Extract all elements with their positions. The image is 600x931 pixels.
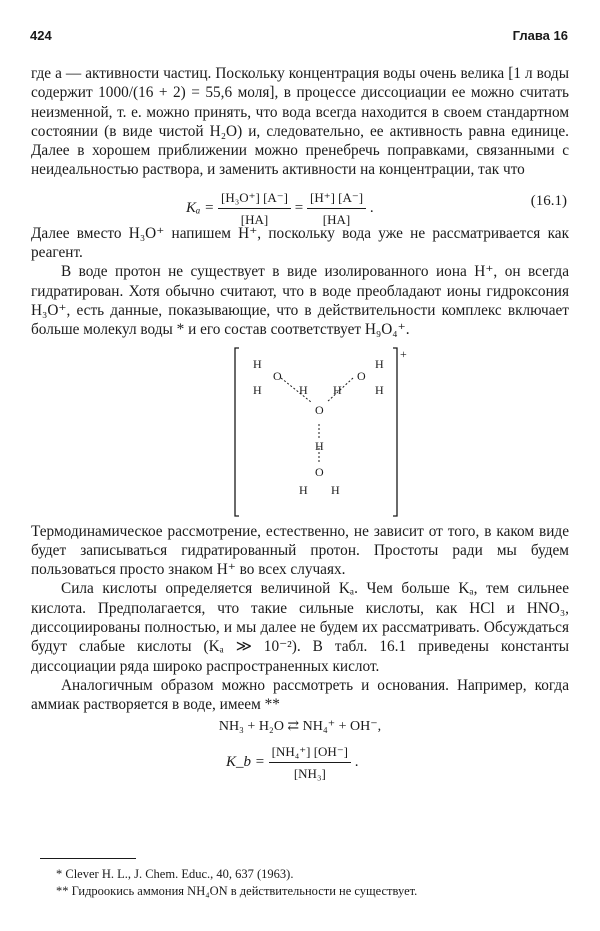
footnotes: [56, 866, 576, 900]
eq-frac2-numerator: [H⁺] [A⁻]: [307, 188, 366, 209]
structure-diagram: [231, 344, 421, 520]
eq-fraction-2: [307, 188, 366, 230]
equation-number: (16.1): [530, 192, 567, 209]
chapter-title: Глава 16: [512, 28, 568, 43]
paragraph-hydrated-proton: В воде протон не существует в виде изолированного иона H⁺, он всегда гидратирован. Хотя обычно считают, что в воде преобладают ионы гидроксония H₃O⁺, есть данные, показывающие, что в действительности комплекс включает больше молекул воды * и его состав соответствует H₉O₄⁺.: [31, 263, 569, 339]
atom-h: H: [299, 382, 308, 397]
page-number: 424: [30, 28, 52, 43]
eq-lhs: Kₐ =: [186, 200, 215, 217]
atom-o: O: [315, 402, 324, 417]
eq-frac1-numerator: [H₃O⁺] [A⁻]: [218, 188, 291, 209]
kb-period: .: [354, 754, 359, 771]
paragraph-activities: где a — активности частиц. Поскольку концентрация воды очень велика [1 л воды содержит 1000/(16 + 2) = 55,6 моля], в процессе диссоциации ее можно считать неизменной, т. е. можно принять, что вода всегда находится в своем стандартном состоянии (в виде чистой H₂O) и, следовательно, ее активность равна единице. Далее в хорошем приближении можно пренебречь поправками, связанными с неидеальностью раствора, и заменить активности на концентрации, так что: [31, 65, 569, 179]
atom-o: O: [273, 368, 282, 383]
footnote-separator: [40, 858, 136, 859]
eq-fraction-1: [218, 188, 291, 230]
eq-frac1-denominator: [HA]: [240, 212, 269, 228]
atom-h: H: [253, 382, 262, 397]
atom-h: H: [331, 482, 340, 497]
footnote-1: * Clever H. L., J. Chem. Educ., 40, 637 (1963).: [56, 867, 294, 881]
charge-sign: +: [400, 346, 407, 361]
atom-h: H: [299, 482, 308, 497]
footnote-2: ** Гидроокись аммония NH₄ON в действительности не существует.: [56, 884, 418, 898]
atom-h: H: [253, 356, 262, 371]
kb-denominator: [NH₃]: [293, 766, 326, 782]
paragraph-acid-strength: Сила кислоты определяется величиной Kₐ. Чем больше Kₐ, тем сильнее кислота. Предполагается, что такие сильные кислоты, как HCl и HNO₃, диссоциированы полностью, и мы далее не будем их рассматривать. Обсуждаться будут слабые кислоты (Kₐ ≫ 10⁻²). В табл. 16.1 приведены константы диссоциации ряда широко распространенных кислот.: [31, 580, 569, 675]
eq-equals: =: [294, 200, 304, 217]
eq-period: .: [369, 200, 374, 217]
main-text: [31, 64, 569, 784]
atom-h: H: [333, 382, 342, 397]
paragraph-bases: Аналогичным образом можно рассмотреть и основания. Например, когда аммиак растворяется в воде, имеем **: [31, 676, 569, 714]
kb-numerator: [NH₄⁺] [OH⁻]: [269, 742, 351, 763]
kb-lhs: K_b =: [226, 754, 265, 771]
atom-o: O: [315, 464, 324, 479]
kb-fraction: [269, 742, 351, 784]
eq-frac2-denominator: [HA]: [322, 212, 351, 228]
kb-equation: [31, 738, 569, 784]
paragraph-h-plus: Далее вместо H₃O⁺ напишем H⁺, поскольку вода уже не рассматривается как реагент.: [31, 224, 569, 262]
paragraph-thermodynamics: Термодинамическое рассмотрение, естественно, не зависит от того, в каком виде будет записываться гидратированный протон. Простоты ради мы будем пользоваться просто знаком H⁺ во всех случаях.: [31, 522, 569, 579]
right-bracket: [393, 348, 397, 516]
ammonia-reaction: NH₃ + H₂O ⇄ NH₄⁺ + OH⁻,: [218, 718, 382, 734]
atom-o: O: [357, 368, 366, 383]
equation-16-1: [31, 180, 569, 228]
atom-h: H: [315, 438, 324, 453]
atom-h: H: [375, 356, 384, 371]
left-bracket: [235, 348, 239, 516]
atom-h: H: [375, 382, 384, 397]
h9o4-structure: [31, 340, 569, 522]
